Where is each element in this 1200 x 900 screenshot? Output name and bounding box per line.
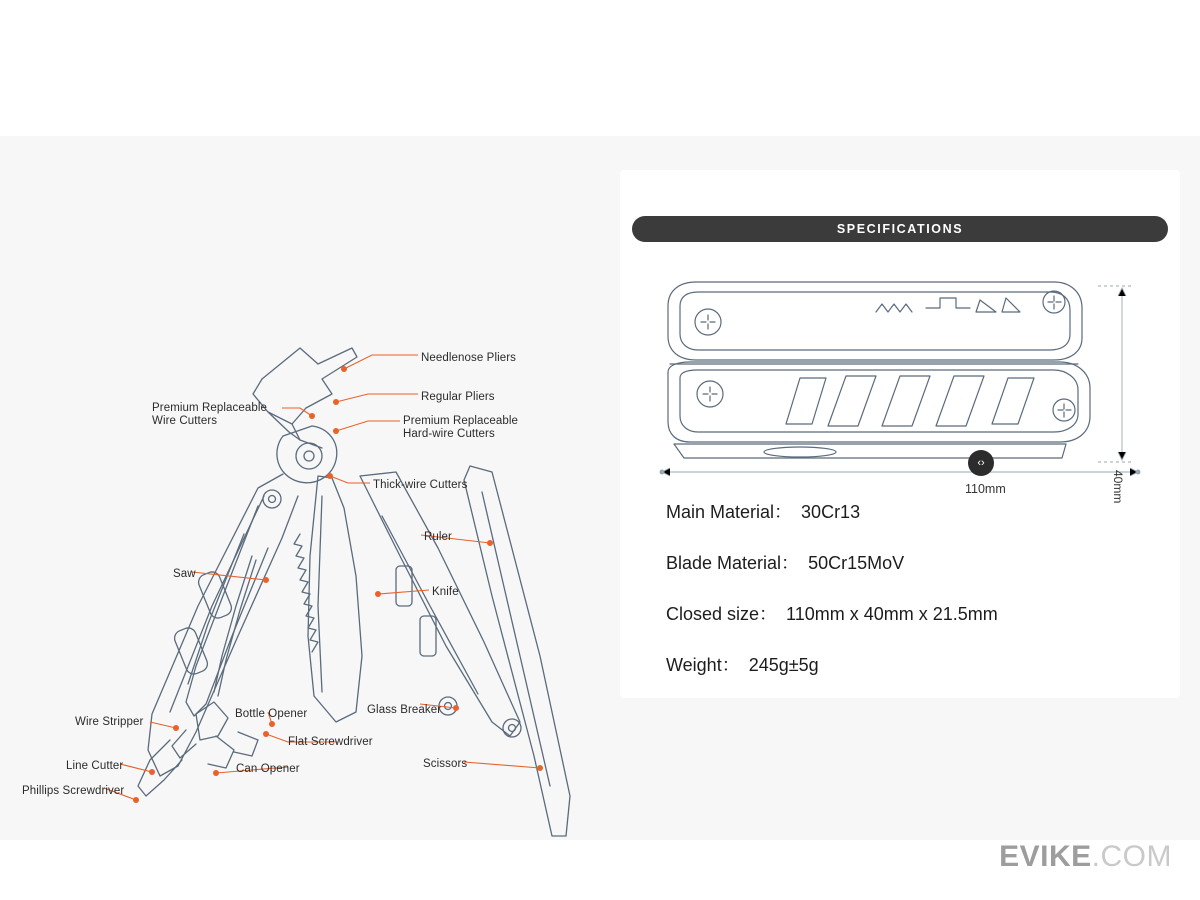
- watermark-brand: EVIKE: [999, 840, 1092, 873]
- callout-scissors: Scissors: [423, 758, 468, 770]
- callout-regular-pliers: Regular Pliers: [421, 391, 495, 403]
- specifications-title: SPECIFICATIONS: [836, 222, 964, 236]
- callout-flat-screwdriver: Flat Screwdriver: [288, 736, 373, 748]
- callout-wire-stripper: Wire Stripper: [75, 716, 144, 728]
- callout-line-cutter: Line Cutter: [66, 760, 124, 772]
- callout-thick-wire-cutters: Thick-wire Cutters: [373, 479, 468, 491]
- watermark-suffix: .COM: [1091, 840, 1172, 873]
- callout-premium-replaceable-hard-wire-cutters: Premium Replaceable Hard-wire Cutters: [403, 415, 519, 440]
- callout-phillips-screwdriver: Phillips Screwdriver: [22, 785, 125, 797]
- callout-can-opener: Can Opener: [236, 763, 300, 775]
- width-dimension-badge: ‹›: [968, 450, 994, 476]
- spec-key-blade-material: Blade Material：: [666, 553, 800, 573]
- callout-premium-replaceable-wire-cutters: Premium Replaceable Wire Cutters: [152, 402, 268, 427]
- spec-row: [666, 600, 1146, 626]
- spec-row: [666, 549, 1146, 575]
- product-diagram: [0, 136, 610, 840]
- callout-glass-breaker: Glass Breaker: [367, 704, 442, 716]
- specifications-list: [666, 498, 1146, 702]
- diagram-illustration: [0, 136, 610, 840]
- callout-needlenose-pliers: Needlenose Pliers: [421, 352, 517, 364]
- specifications-header: [632, 216, 1168, 242]
- watermark: [999, 840, 1172, 874]
- height-dimension-label: 40mm: [1111, 470, 1125, 504]
- spec-key-closed-size: Closed size：: [666, 604, 778, 624]
- spec-value-weight: 245g±5g: [748, 655, 819, 675]
- spec-value-blade-material: 50Cr15MoV: [808, 553, 905, 573]
- spec-value-closed-size: 110mm x 40mm x 21.5mm: [786, 604, 998, 624]
- width-dimension-label: 110mm: [965, 482, 1006, 496]
- spec-value-main-material: 30Cr13: [801, 502, 861, 522]
- spec-row: [666, 498, 1146, 524]
- spec-key-weight: Weight：: [666, 655, 740, 675]
- closed-tool-illustration: [650, 266, 1150, 496]
- spec-row: [666, 651, 1146, 677]
- spec-key-main-material: Main Material：: [666, 502, 793, 522]
- callout-saw: Saw: [173, 568, 196, 580]
- callout-ruler: Ruler: [424, 531, 452, 543]
- callout-bottle-opener: Bottle Opener: [235, 708, 308, 720]
- callout-knife: Knife: [432, 586, 459, 598]
- specifications-card: [620, 170, 1180, 698]
